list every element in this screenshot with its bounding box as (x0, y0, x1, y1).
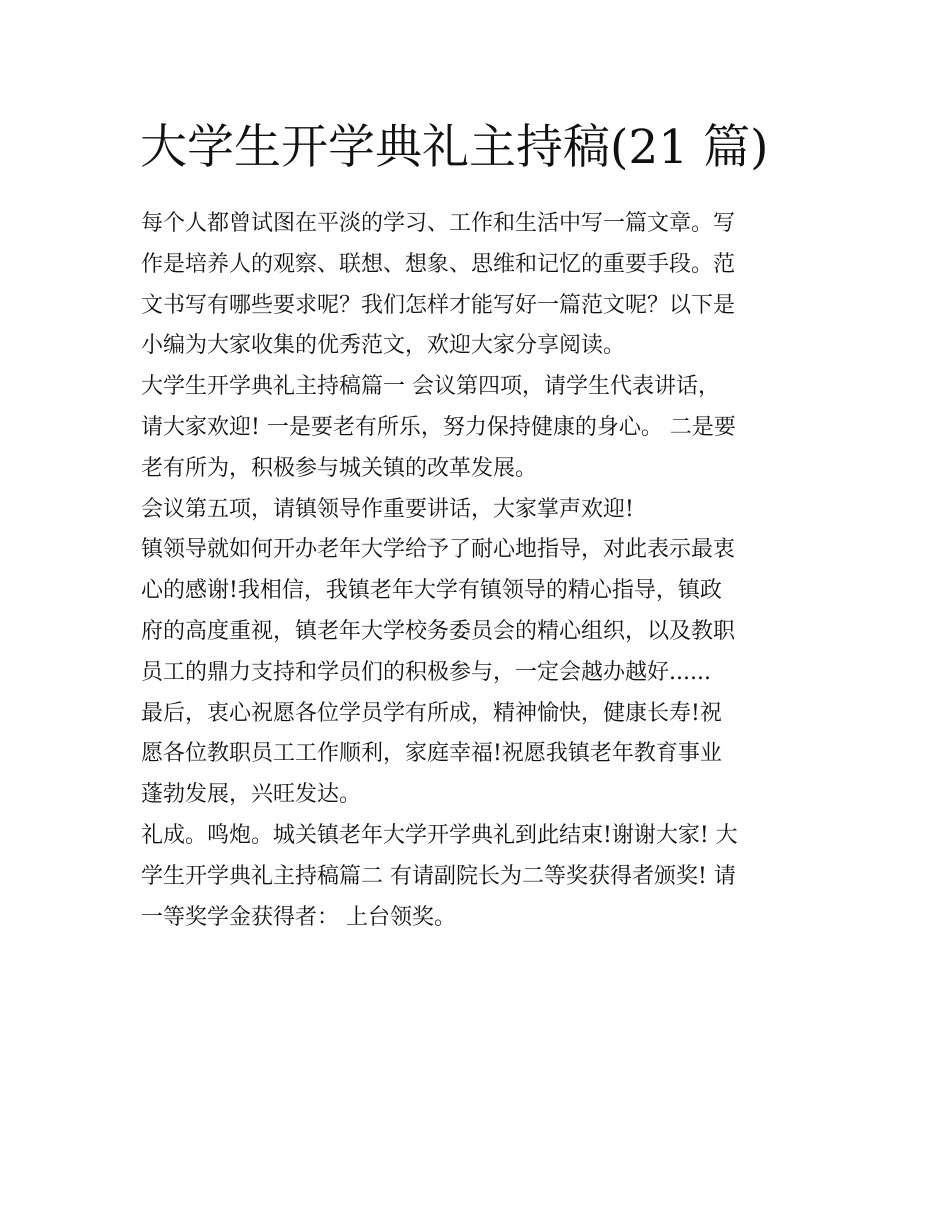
body-line: 大学生开学典礼主持稿篇一 会议第四项，请学生代表讲话， (141, 374, 720, 400)
body-line: 最后，衷心祝愿各位学员学有所成，精神愉快，健康长寿!祝 (141, 700, 722, 726)
body-line: 一等奖学金获得者： 上台领奖。 (141, 904, 456, 930)
body-line: 镇领导就如何开办老年大学给予了耐心地指导，对此表示最衷 (141, 537, 736, 563)
body-line: 请大家欢迎! 一是要老有所乐，努力保持健康的身心。 二是要 (141, 414, 736, 440)
document-body (141, 204, 816, 938)
body-line: 心的感谢!我相信，我镇老年大学有镇领导的精心指导，镇政 (141, 578, 722, 604)
body-line: 文书写有哪些要求呢？我们怎样才能写好一篇范文呢？以下是 (141, 292, 736, 318)
body-line: 作是培养人的观察、联想、想象、思维和记忆的重要手段。范 (141, 251, 736, 277)
body-line: 每个人都曾试图在平淡的学习、工作和生活中写一篇文章。写 (141, 211, 736, 236)
body-line: 会议第五项，请镇领导作重要讲话，大家掌声欢迎! (141, 496, 634, 522)
body-line: 礼成。鸣炮。城关镇老年大学开学典礼到此结束!谢谢大家! 大 (141, 822, 738, 848)
body-line: 小编为大家收集的优秀范文，欢迎大家分享阅读。 (141, 333, 626, 359)
body-line: 蓬勃发展，兴旺发达。 (141, 782, 362, 808)
document-title: 大学生开学典礼主持稿(21 篇) (140, 120, 769, 175)
body-line: 愿各位教职员工工作顺利，家庭幸福!祝愿我镇老年教育事业 (141, 741, 722, 767)
body-line: 府的高度重视，镇老年大学校务委员会的精心组织，以及教职 (141, 618, 736, 644)
body-line: 老有所为，积极参与城关镇的改革发展。 (141, 455, 538, 481)
body-line: 员工的鼎力支持和学员们的积极参与，一定会越办越好...... (141, 659, 711, 685)
body-line: 学生开学典礼主持稿篇二 有请副院长为二等奖获得者颁奖! 请 (141, 863, 736, 889)
